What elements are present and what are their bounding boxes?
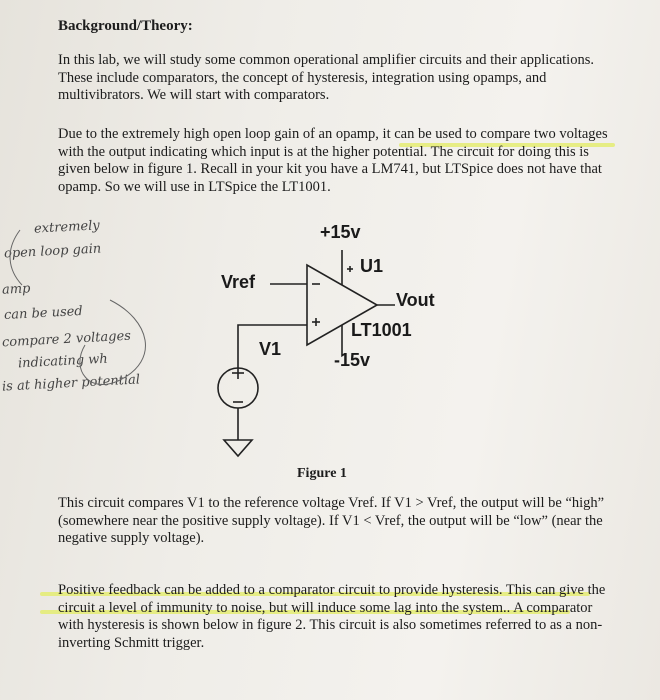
comparison-paragraph: This circuit compares V1 to the reference voltage Vref. If V1 > Vref, the output will be “high” (somewhere near the positive supply voltage). If V1 < Vref, the output will be “low” (near the negative supply voltage). bbox=[58, 495, 605, 546]
comparator-paragraph: Due to the extremely high open loop gain of an opamp, it can be used to compare two voltages with the output indicating which input is at the higher potential. The circuit for doing this is given below in figure 1. Recall in your kit you have a LM741, but LTSpice does not have that opamp. So we will use in LTSpice the LT1001. bbox=[58, 126, 608, 195]
handwritten-note: can be used bbox=[3, 303, 84, 324]
positive-supply-label: +15v bbox=[320, 222, 361, 242]
pencil-loop-scribble bbox=[0, 0, 220, 420]
section-heading: Background/Theory: bbox=[58, 18, 193, 34]
handwritten-note: is at higher potential bbox=[1, 372, 141, 395]
negative-supply-label: -15v bbox=[334, 350, 371, 370]
v1-label: V1 bbox=[259, 339, 282, 359]
part-number-label: LT1001 bbox=[351, 320, 412, 340]
handwritten-note: amp bbox=[1, 281, 31, 298]
vref-label: Vref bbox=[221, 272, 256, 292]
handwritten-note: compare 2 voltages bbox=[1, 328, 132, 351]
vout-label: Vout bbox=[396, 290, 435, 310]
handwritten-note: extremely bbox=[33, 218, 101, 237]
intro-paragraph: In this lab, we will study some common operational amplifier circuits and their applications. These include comparators, the concept of hysteresis, integration using opamps, and multivibrators. We will start with comparators. bbox=[58, 52, 594, 103]
handwritten-note: open loop gain bbox=[3, 241, 102, 262]
hysteresis-paragraph: Positive feedback can be added to a comparator circuit to provide hysteresis. This can give the circuit a level of immunity to noise, but will induce some lag into the system.. A comparator with hysteresis is shown below in figure 2. This circuit is also sometimes referred to as a non-inverting Schmitt trigger. bbox=[58, 582, 606, 651]
u1-label: U1 bbox=[360, 256, 384, 276]
handwritten-note: indicating wh bbox=[17, 351, 109, 372]
figure-caption: Figure 1 bbox=[297, 466, 347, 481]
ground-symbol bbox=[224, 440, 252, 456]
